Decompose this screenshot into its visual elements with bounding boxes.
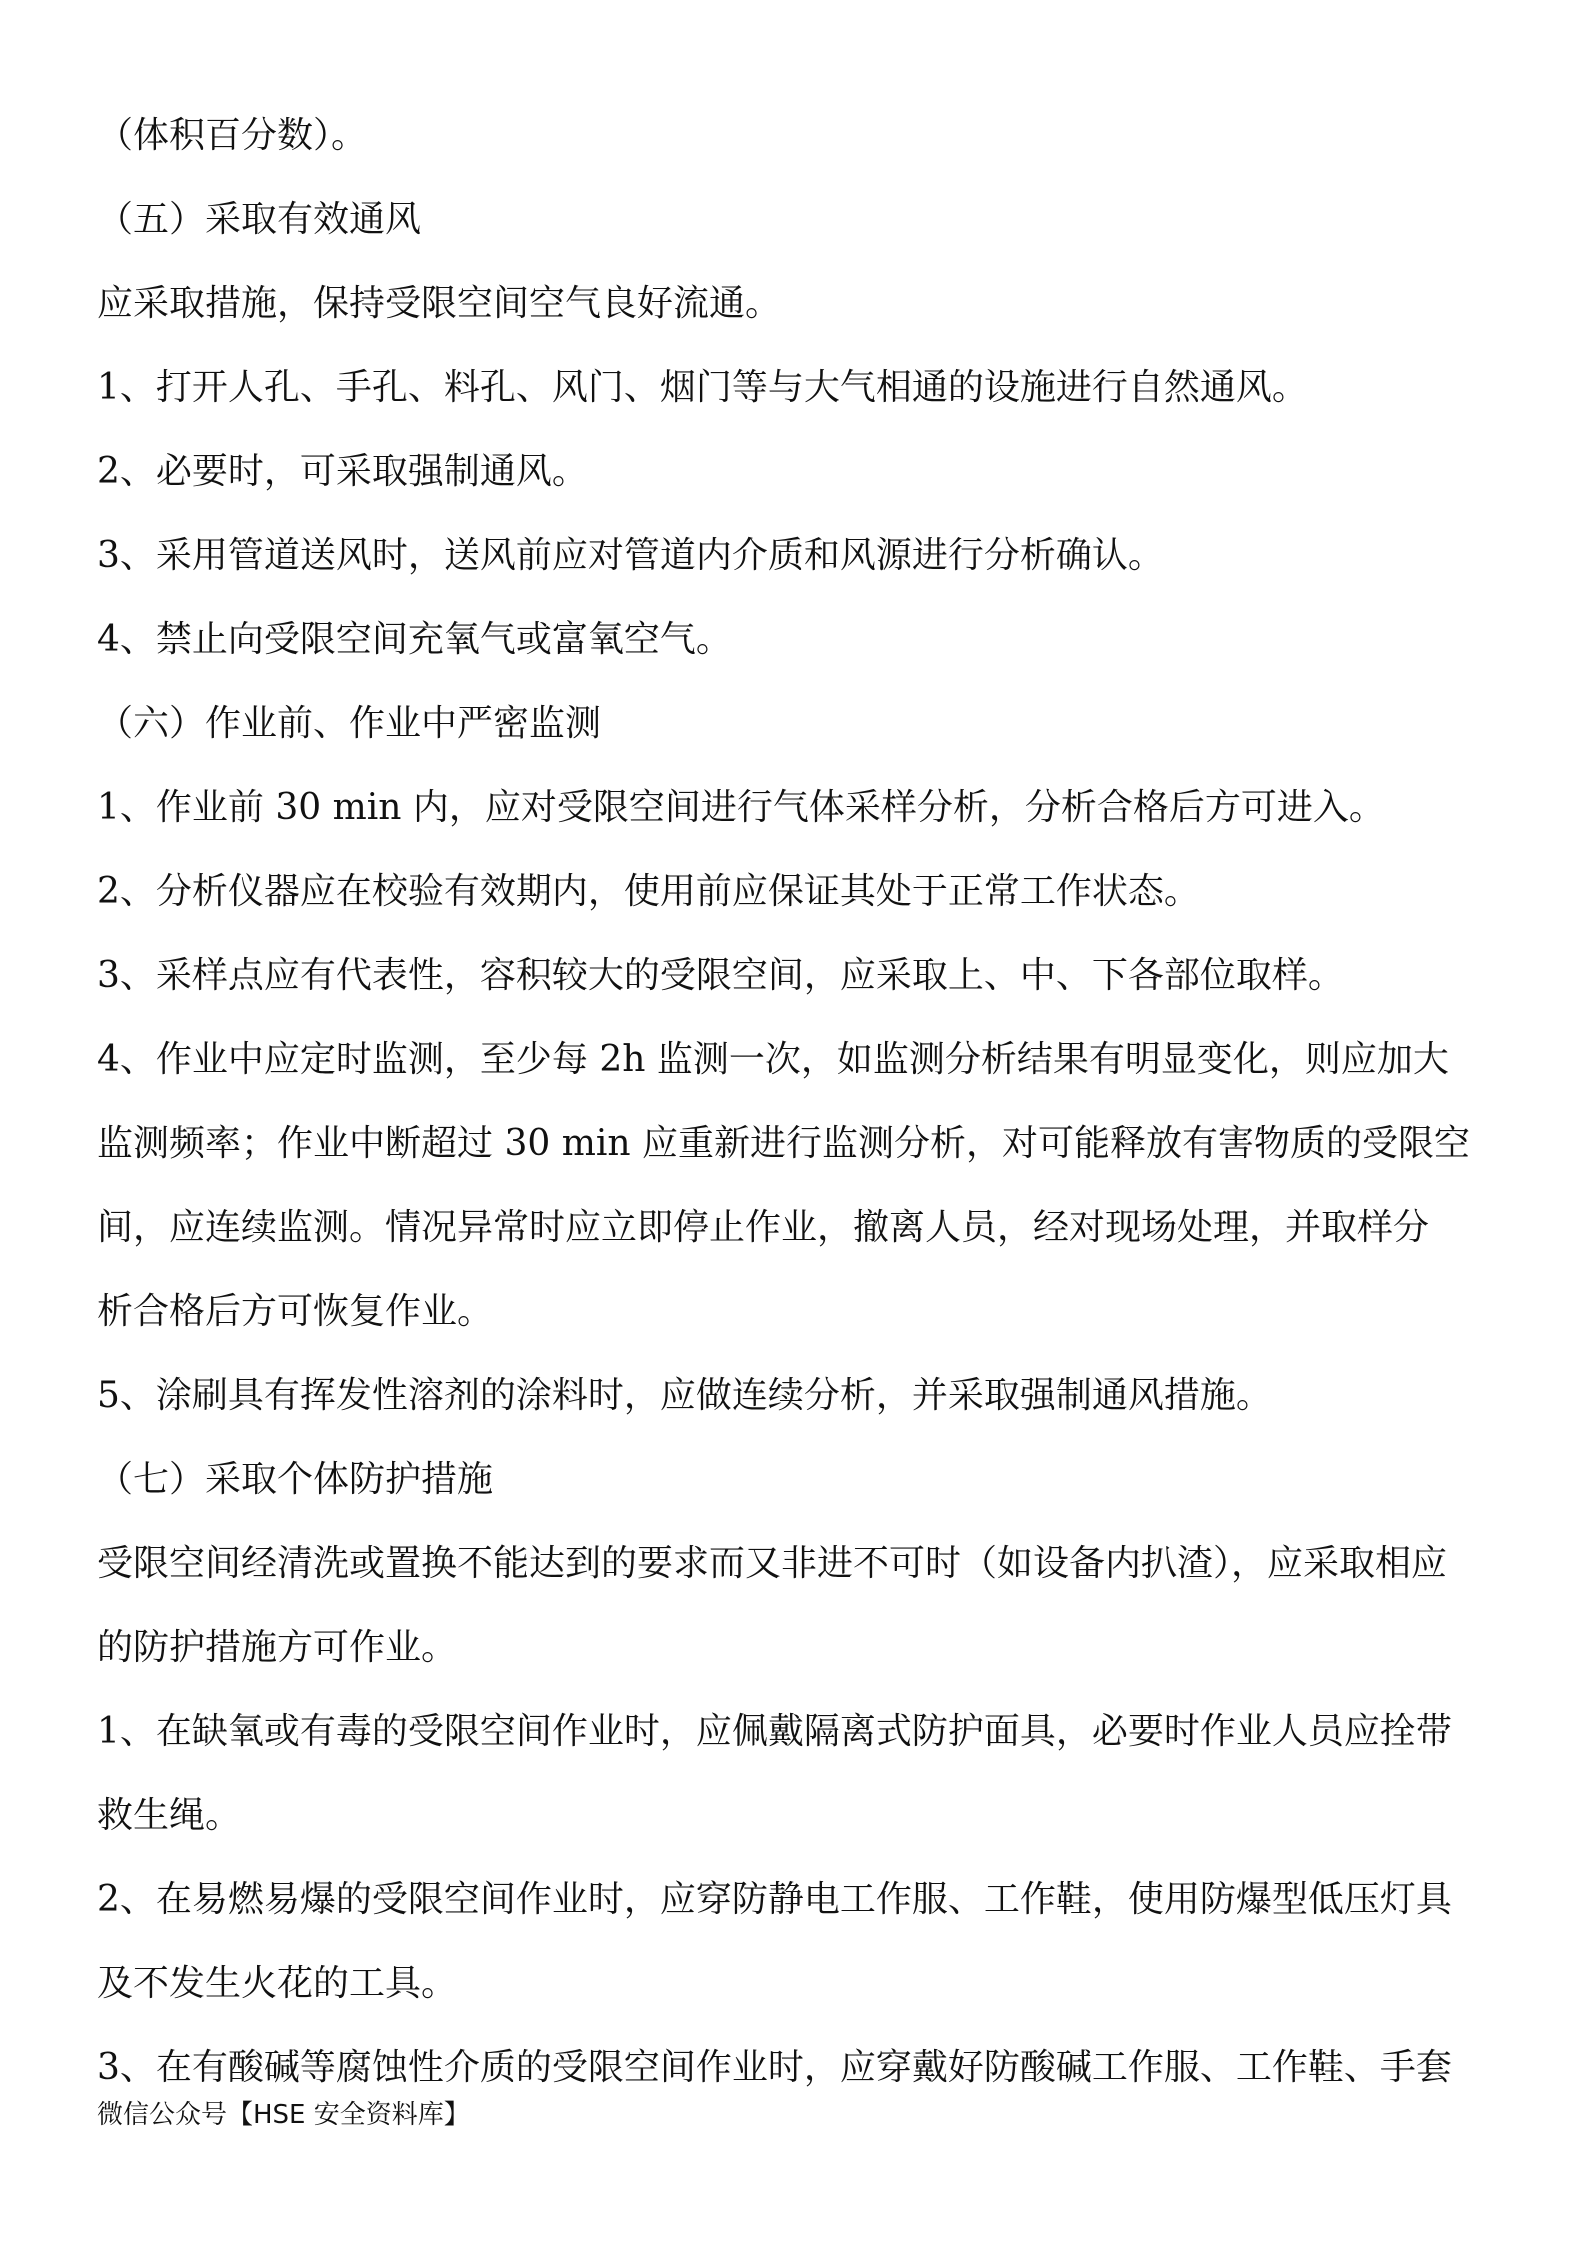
list-item: 2、分析仪器应在校验有效期内，使用前应保证其处于正常工作状态。: [97, 871, 1200, 912]
page-footer: 微信公众号【HSE 安全资料库】: [97, 2100, 470, 2130]
list-item: 5、涂刷具有挥发性溶剂的涂料时，应做连续分析，并采取强制通风措施。: [97, 1375, 1272, 1416]
text-line: （体积百分数）。: [97, 115, 368, 156]
list-item: 2、必要时，可采取强制通风。: [97, 451, 588, 492]
list-item: 4、禁止向受限空间充氧气或富氧空气。: [97, 619, 732, 660]
section-heading: （五）采取有效通风: [97, 199, 422, 240]
text-line: 监测频率；作业中断超过 30 min 应重新进行监测分析，对可能释放有害物质的受限空: [97, 1123, 1470, 1164]
text-line: 析合格后方可恢复作业。: [97, 1291, 494, 1332]
section-heading: （六）作业前、作业中严密监测: [97, 703, 602, 744]
text-line: 受限空间经清洗或置换不能达到的要求而又非进不可时（如设备内扒渣），应采取相应: [97, 1543, 1448, 1584]
list-item: 4、作业中应定时监测，至少每 2h 监测一次，如监测分析结果有明显变化，则应加大: [97, 1039, 1449, 1080]
list-item: 2、在易燃易爆的受限空间作业时，应穿防静电工作服、工作鞋，使用防爆型低压灯具: [97, 1879, 1452, 1920]
list-item: 3、在有酸碱等腐蚀性介质的受限空间作业时，应穿戴好防酸碱工作服、工作鞋、手套: [97, 2047, 1452, 2088]
section-heading: （七）采取个体防护措施: [97, 1459, 494, 1500]
text-line: 应采取措施，保持受限空间空气良好流通。: [97, 283, 782, 324]
text-line: 及不发生火花的工具。: [97, 1963, 458, 2004]
list-item: 1、作业前 30 min 内，应对受限空间进行气体采样分析，分析合格后方可进入。: [97, 787, 1385, 828]
list-item: 3、采样点应有代表性，容积较大的受限空间，应采取上、中、下各部位取样。: [97, 955, 1344, 996]
list-item: 3、采用管道送风时，送风前应对管道内介质和风源进行分析确认。: [97, 535, 1164, 576]
text-line: 的防护措施方可作业。: [97, 1627, 458, 1668]
text-line: 救生绳。: [97, 1795, 242, 1836]
text-line: 间，应连续监测。情况异常时应立即停止作业，撤离人员，经对现场处理，并取样分: [97, 1207, 1430, 1248]
list-item: 1、打开人孔、手孔、料孔、风门、烟门等与大气相通的设施进行自然通风。: [97, 367, 1308, 408]
list-item: 1、在缺氧或有毒的受限空间作业时，应佩戴隔离式防护面具，必要时作业人员应拴带: [97, 1711, 1452, 1752]
